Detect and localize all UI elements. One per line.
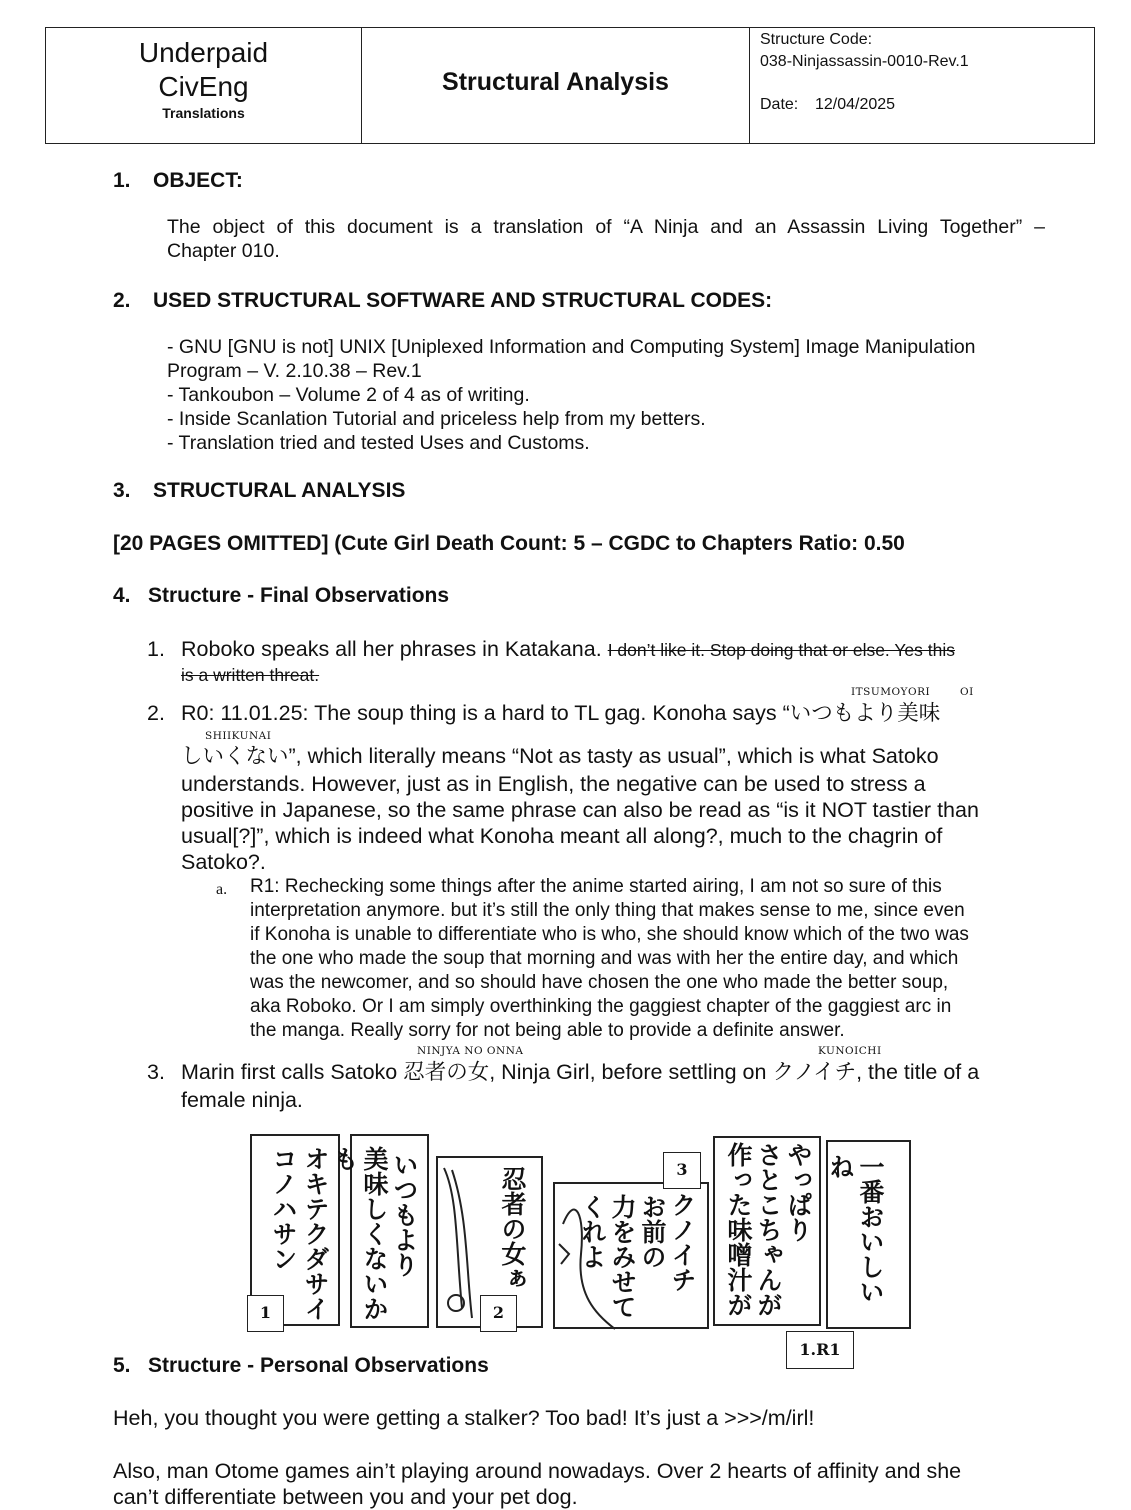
- section-number: 2.: [113, 289, 131, 312]
- manga-text-column: オキテクダサイ: [301, 1146, 330, 1321]
- section-1-heading: [113, 169, 243, 193]
- manga-text-column: クノイチ: [668, 1192, 697, 1292]
- observation-3-line: female ninja.: [181, 1088, 303, 1112]
- software-item: - Translation tried and tested Uses and Customs.: [167, 432, 590, 454]
- r1-note-line: the one who made the soup that morning and was with her the entire day, and which: [250, 948, 959, 969]
- manga-text-column: くれよ: [578, 1194, 607, 1269]
- manga-text-column: お前の: [638, 1194, 667, 1269]
- date-label: Date:: [760, 96, 799, 113]
- section-2-heading: [113, 289, 772, 313]
- manga-text-column: コノハサン: [269, 1146, 298, 1271]
- organization-cell: [46, 28, 362, 143]
- observation-1-number: 1.: [147, 637, 165, 661]
- observation-2-line: R0: 11.01.25: The soup thing is a hard to TL gag. Konoha says “いつもより美味: [181, 701, 941, 725]
- object-text-line2: Chapter 010.: [167, 240, 280, 262]
- org-name-line1: Underpaid: [138, 37, 269, 68]
- structure-code-label: Structure Code:: [760, 31, 873, 48]
- struck-threat-text: I don’t like it. Stop doing that or else. Yes this: [607, 640, 955, 660]
- observation-2-line: しいくない”, which literally means “Not as tasty as usual”, which is what Satoko: [181, 744, 939, 768]
- observation-2-line: understands. However, just as in English, the negative can be used to stress a: [181, 772, 926, 796]
- panel-label-1-r1: 1.R1: [786, 1331, 854, 1369]
- observation-3-number: 3.: [147, 1060, 165, 1084]
- panel-label-3: 3: [663, 1152, 701, 1189]
- software-item: - Tankoubon – Volume 2 of 4 as of writing.: [167, 384, 530, 406]
- manga-text-column: やっぱり: [784, 1142, 813, 1242]
- manga-panel-4: [553, 1182, 709, 1329]
- sub-item-marker: a.: [216, 881, 228, 898]
- personal-observation-line: Heh, you thought you were getting a stalker? Too bad! It’s just a >>>/m/irl!: [113, 1406, 815, 1430]
- manga-text-column: 忍者の女ぁ: [498, 1166, 527, 1291]
- structure-code: 038-Ninjassassin-0010-Rev.1: [760, 53, 969, 70]
- section-title: Structure - Final Observations: [148, 584, 450, 607]
- r1-note-line: aka Roboko. Or I am simply overthinking the gaggiest chapter of the gaggiest arc in: [250, 996, 952, 1017]
- manga-text-column: 美味しくないかも: [330, 1146, 389, 1321]
- observation-2-line: positive in Japanese, so the same phrase can also be read as “is it NOT tastier than: [181, 798, 979, 822]
- r1-note-line: the manga. Really sorry for not being able to provide a definite answer.: [250, 1020, 845, 1041]
- meta-cell: [750, 28, 1094, 143]
- date-value: 12/04/2025: [815, 96, 896, 113]
- header-table: [45, 27, 1095, 144]
- observation-1-cont: [181, 661, 319, 688]
- r1-note-line: if Konoha is unable to differentiate who is who, she should know which of the two was: [250, 924, 969, 945]
- software-item: - GNU [GNU is not] UNIX [Uniplexed Information and Computing System] Image Manipulation: [167, 336, 976, 358]
- furigana: ITSUMOYORI: [851, 686, 931, 698]
- r1-note-line: interpretation anymore. but it’s still the only thing that makes sense to me, since even: [250, 900, 965, 921]
- section-4-heading: [113, 584, 449, 608]
- manga-panel-6: [826, 1140, 911, 1329]
- section-title: OBJECT:: [153, 169, 243, 192]
- manga-text-column: 作った味噌汁が: [724, 1142, 753, 1317]
- section-number: 4.: [113, 584, 131, 607]
- furigana: SHIIKUNAI: [205, 730, 272, 742]
- section-3-heading: [113, 479, 405, 503]
- manga-panel-5: [713, 1136, 821, 1326]
- furigana: NINJYA NO ONNA: [417, 1045, 524, 1057]
- org-name-line3: Translations: [162, 105, 245, 121]
- manga-text-column: さとこちゃんが: [754, 1142, 783, 1317]
- observation-2-line: Satoko?.: [181, 850, 266, 874]
- object-text-line1: The object of this document is a translation of “A Ninja and an Assassin Living Together” –: [167, 216, 1045, 238]
- manga-text-column: 力をみせて: [608, 1194, 637, 1319]
- personal-observation-line: Also, man Otome games ain’t playing around nowadays. Over 2 hearts of affinity and she: [113, 1459, 962, 1483]
- panel-label-2: 2: [480, 1295, 517, 1332]
- furigana: KUNOICHI: [818, 1045, 882, 1057]
- section-number: 1.: [113, 169, 131, 192]
- observation-1: [181, 636, 955, 663]
- section-number: 5.: [113, 1354, 131, 1377]
- observation-2-line: usual[?]”, which is indeed what Konoha meant all along?, much to the chagrin of: [181, 824, 943, 848]
- manga-text-column: いつもより: [390, 1152, 419, 1277]
- document-title: Structural Analysis: [442, 68, 669, 96]
- org-name-line2: CivEng: [158, 71, 249, 102]
- section-number: 3.: [113, 479, 131, 502]
- observation-1-text: Roboko speaks all her phrases in Katakana.: [181, 637, 602, 661]
- struck-threat-text: is a written threat.: [181, 665, 320, 685]
- r1-note-line: R1: Rechecking some things after the anime started airing, I am not so sure of this: [250, 876, 942, 897]
- section-title: Structure - Personal Observations: [148, 1354, 489, 1377]
- section-title: USED STRUCTURAL SOFTWARE AND STRUCTURAL CODES:: [153, 289, 773, 312]
- personal-observation-line: can’t differentiate between you and your pet dog.: [113, 1485, 578, 1509]
- panel-label-1: 1: [247, 1295, 284, 1332]
- furigana: OI: [960, 686, 974, 698]
- section-title: STRUCTURAL ANALYSIS: [153, 479, 406, 502]
- observation-3-line: Marin first calls Satoko 忍者の女, Ninja Girl, before settling on クノイチ, the title of a: [181, 1060, 980, 1084]
- section-5-heading: [113, 1354, 489, 1378]
- manga-text-column: 一番おいしいね: [826, 1154, 885, 1304]
- title-cell: [362, 28, 750, 143]
- software-item: - Inside Scanlation Tutorial and priceless help from my betters.: [167, 408, 706, 430]
- r1-note-line: was the newcomer, and so should have chosen the one who made the better soup,: [250, 972, 949, 993]
- omitted-pages-note: [20 PAGES OMITTED] (Cute Girl Death Count: 5 – CGDC to Chapters Ratio: 0.50: [113, 532, 905, 555]
- observation-2-number: 2.: [147, 701, 165, 725]
- manga-panel-2: [330, 1134, 429, 1328]
- software-item: Program – V. 2.10.38 – Rev.1: [167, 360, 422, 382]
